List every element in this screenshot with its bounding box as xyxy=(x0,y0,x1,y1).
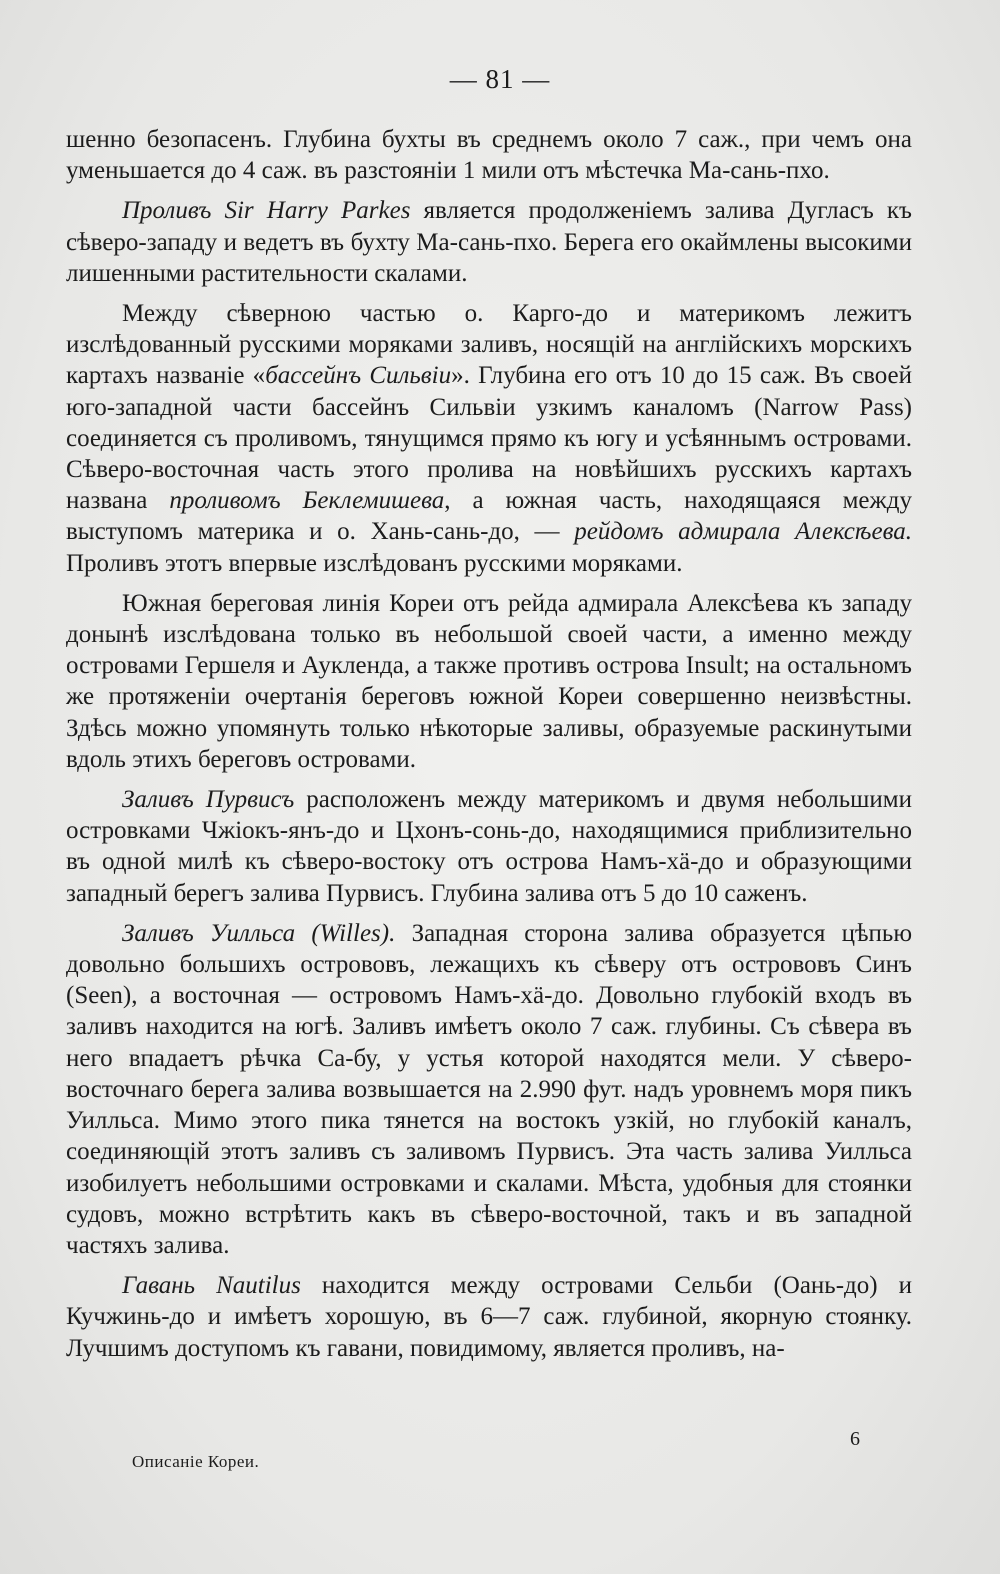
text-run: , а южная часть, находящаяся между выступомъ материка и о. Хань-сань-до, — xyxy=(66,487,912,546)
italic-run: проливомъ Беклемишева xyxy=(169,487,445,515)
text-run: является продолженiемъ залива Дугласъ къ сѣверо-западу и ведетъ въ бухту Ма-сань-пхо. Берега его окаймлены высокими лишенными растительности скалами. xyxy=(66,197,912,287)
text-run: Западная сторона залива образуется цѣпью довольно большихъ острововъ, лежащихъ къ сѣверу отъ острововъ Синъ (Seen), а восточная — островомъ Намъ-хä-до. Довольно глубокiй входъ въ заливъ находится на югѣ. Заливъ имѣетъ около 7 саж. глубины. Съ сѣвера въ него впадаетъ рѣчка Са-бу, у устья которой находятся мели. У сѣверо-восточнаго берега залива возвышается на 2.990 фут. надъ уровнемъ моря пикъ Уилльса. Мимо этого пика тянется на востокъ узкiй, но глубокiй каналъ, соединяющiй этотъ заливъ съ заливомъ Пурвисъ. Эта часть залива Уилльса изобилуетъ небольшими островками и скалами. Мѣста, удобныя для стоянки судовъ, можно встрѣтить какъ въ сѣверо-восточной, такъ и въ западной частяхъ залива. xyxy=(66,919,912,1259)
paragraph xyxy=(66,784,912,909)
italic-run: бассейнъ Сильвiи xyxy=(265,362,452,390)
body-text xyxy=(66,124,912,1373)
italic-run: Заливъ Пурвисъ xyxy=(122,786,295,814)
paragraph xyxy=(66,195,912,289)
paragraph xyxy=(66,1270,912,1364)
text-run: Южная береговая линiя Кореи отъ рейда адмирала Алексѣева къ западу донынѣ изслѣдована только въ небольшой своей части, а именно между островами Гершеля и Аукленда, а также противъ острова Insult; на остальномъ же протяженiи очертанiя береговъ южной Кореи совершенно неизвѣстны. Здѣсь можно упомянуть только нѣкоторые заливы, образуемые раскинутыми вдоль этихъ береговъ островами. xyxy=(66,589,912,773)
text-run: Между сѣверною частью о. Карго-до и материкомъ лежитъ изслѣдованный русскими моряками заливъ, носящiй на англiйскихъ морскихъ картахъ названiе « xyxy=(66,300,912,390)
text-run: шенно безопасенъ. Глубина бухты въ среднемъ около 7 саж., при чемъ она уменьшается до 4 саж. въ разстоянiи 1 мили отъ мѣстечка Ма-сань-пхо. xyxy=(66,126,912,185)
text-run: находится между островами Сельби (Оань-до) и Кучжинь-до и имѣетъ хорошую, въ 6—7 саж. глубиной, якорную стоянку. Лучшимъ доступомъ къ гавани, повидимому, является проливъ, на- xyxy=(66,1272,912,1362)
footer-signature-mark: 6 xyxy=(850,1428,860,1450)
italic-run: рейдомъ адмирала Алексѣева. xyxy=(574,518,912,546)
footer-book-title: Описанiе Кореи. xyxy=(132,1452,260,1471)
italic-run: Гавань Nautilus xyxy=(122,1272,301,1300)
text-run: Проливъ этотъ впервые изслѣдованъ русскими моряками. xyxy=(66,549,683,577)
paragraph xyxy=(66,124,912,186)
paragraph xyxy=(66,918,912,1261)
page-number: — 81 — xyxy=(449,64,551,94)
paragraph xyxy=(66,588,912,775)
text-run: расположенъ между материкомъ и двумя небольшими островками Чжiокъ-янъ-до и Цхонъ-сонь-до, находящимися приблизительно въ одной милѣ къ сѣверо-востоку отъ острова Намъ-хä-до и образующими западный берегъ залива Пурвисъ. Глубина залива отъ 5 до 10 саженъ. xyxy=(66,786,913,907)
text-run: ». Глубина его отъ 10 до 15 саж. Въ своей юго-западной части бассейнъ Сильвiи узкимъ каналомъ (Narrow Pass) соединяется съ проливомъ, тянущимся прямо къ югу и усѣяннымъ островами. Сѣверо-восточная часть этого пролива на новѣйшихъ русскихъ картахъ названа xyxy=(66,362,912,515)
paragraph xyxy=(66,298,912,579)
italic-run: Заливъ Уилльса (Willes). xyxy=(122,919,396,947)
italic-run: Проливъ Sir Harry Parkes xyxy=(122,197,411,225)
